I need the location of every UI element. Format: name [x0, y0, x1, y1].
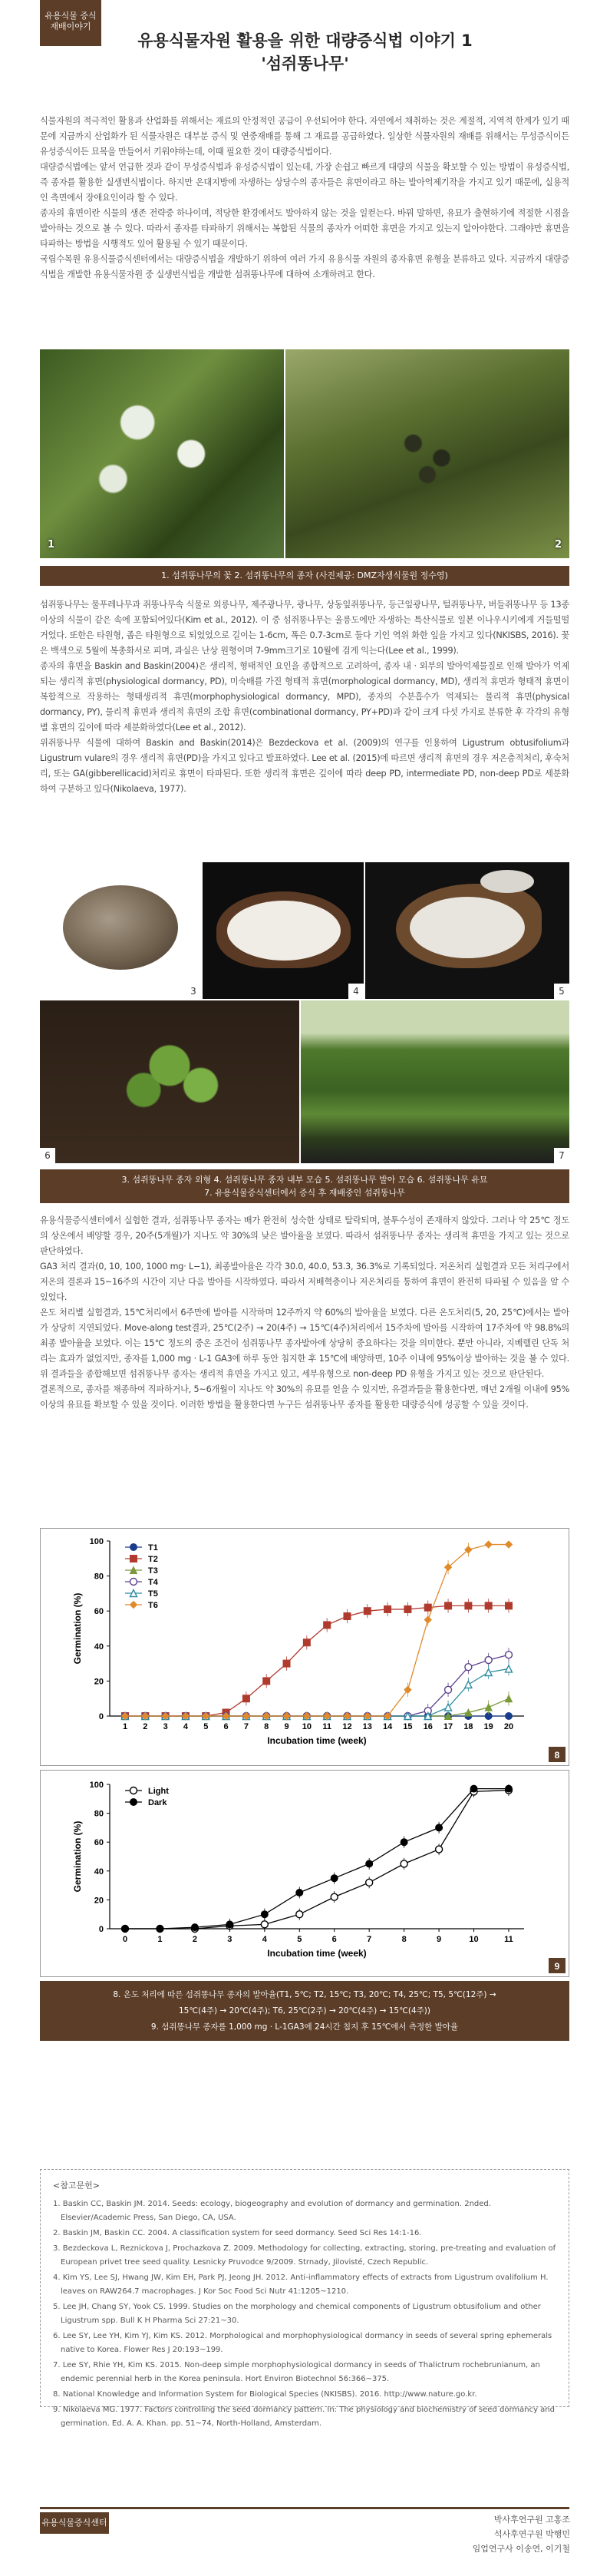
x-tick-label: 9: [437, 1935, 442, 1944]
privet-seed-photo: [285, 349, 569, 558]
series-line: [125, 1655, 509, 1716]
photo-number: 7: [554, 1148, 569, 1163]
reference-item: 7. Lee SY, Rhie YH, Kim KS. 2015. Non-deep simple morphophysiological dormancy in seeds of Thalictrum rochebrunianum, an endemic perennial herb in the Korea peninsula. Hort Environ Biotechnol 56:366~375.: [53, 2361, 540, 2383]
legend-marker: [130, 1544, 137, 1551]
legend-label: T4: [148, 1578, 158, 1587]
data-point: [506, 1695, 513, 1702]
x-tick-label: 7: [367, 1935, 372, 1944]
data-point: [506, 1713, 513, 1720]
section-tag-line2: 재배이야기: [50, 21, 91, 31]
seedling-photo: [40, 1000, 299, 1163]
x-tick-label: 12: [342, 1722, 352, 1731]
data-point: [445, 1686, 452, 1693]
seed-interior-photo: [203, 862, 364, 999]
body-paragraph: 섬쥐똥나무는 물푸레나무과 쥐똥나무속 식물로 외릉나무, 제주광나무, 광나무, 상동잎쥐똥나무, 등근잎광나무, 털쥐똥나무, 버들쥐똥나무 등 13종 이상의 식물이 같은 속에 포함되어있다(Kim et al., 2012). 이 중 섬쥐똥나무는 울릉도에만 자생하는 특산식물로 일본 이나우시키에게 거들떨떨거었다. 또한은 타원형, 좁은 타원형으로 되었었으로 길이는 1-6cm, 폭은 0.7-3cm로 둘다 기인 역위 화한 잎을 가지고 있다(NKISBS, 2016). 꽃은 백색으로 5월에 복총화서로 피며, 과실은 난상 원형이며 7-9mm크기로 10월에 검게 익는다(Lee et al., 1999).: [40, 600, 569, 656]
x-tick-label: 11: [504, 1935, 513, 1944]
data-point: [485, 1657, 492, 1664]
chart-8-container: [40, 1528, 569, 1766]
x-tick-label: 2: [192, 1935, 197, 1944]
x-tick-label: 3: [227, 1935, 232, 1944]
y-tick-label: 60: [94, 1838, 104, 1848]
data-point: [366, 1879, 373, 1886]
germination-temperature-chart: [41, 1529, 569, 1765]
y-tick-label: 80: [94, 1572, 104, 1582]
x-tick-label: 7: [243, 1722, 249, 1731]
data-point: [506, 1541, 513, 1548]
data-point: [344, 1613, 351, 1620]
y-axis-label: Germination (%): [72, 1820, 83, 1893]
y-tick-label: 40: [94, 1642, 104, 1652]
reference-item: 6. Lee SY, Lee YH, Kim YJ, Kim KS. 2012. Morphological and morphophysiological dormancy in seeds of several spring ephemerals native to Korea. Flower Res J 20:193~199.: [53, 2332, 552, 2354]
body-paragraph: 온도 처리별 실험결과, 15℃처리에서 6주만에 발아를 시작하며 12주까지 약 60%의 발아율을 보였다. 다른 온도처리(5, 20, 25℃)에서는 발아가 상당히 지연되었다. Move-along test결과, 25℃(2주) → 20(4주) → 15℃(4주)처리에서 15주차에 발아를 시작하여 17주차에 약 98.8%의 최종 발아율을 보였다. 이는 15℃ 정도의 중온 조건이 섬쥐똥나무 종자발아에 상당히 중요하다는 것을 의미한다. 뿐만 아니라, 지베렐린 단독 처리는 효과가 없었지만, 종자를 1,000 mg · L-1 GA3에 하루 동안 침지한 후 15℃에 배양하면, 10주 이내에 95%이상 발아하는 것을 볼 수 있다. 위 결과들을 종합해보면 섬쥐똥나무 종자는 생리적 휴면을 가지고 있고, 세부유형으로 non-deep PD 유형을 가지고 있는 것으로 판단된다.: [40, 1308, 569, 1379]
page-title: [0, 29, 610, 75]
legend-marker: [130, 1602, 137, 1609]
chart-caption: [40, 1981, 569, 2041]
legend-label: T1: [148, 1543, 158, 1553]
data-point: [436, 1846, 443, 1853]
y-tick-label: 100: [89, 1537, 104, 1546]
data-point: [261, 1911, 268, 1918]
x-axis-label: Incubation time (week): [267, 1735, 367, 1746]
y-tick-label: 80: [94, 1809, 104, 1819]
y-tick-label: 60: [94, 1607, 104, 1617]
author-line: 석사후연구원 박행민: [493, 2529, 570, 2539]
y-tick-label: 40: [94, 1867, 104, 1877]
data-point: [470, 1785, 477, 1792]
x-tick-label: 3: [163, 1722, 168, 1731]
chart-9-container: [40, 1770, 569, 1977]
x-tick-label: 17: [443, 1722, 453, 1731]
chart-caption-line1: 8. 온도 처리에 따른 섬쥐똥나무 종자의 발아율(T1, 5℃; T2, 15℃; T3, 20℃; T4, 25℃; T5, 5℃(12주) →: [113, 1990, 496, 1999]
photo-number: 5: [554, 984, 569, 999]
y-tick-label: 0: [98, 1712, 104, 1721]
data-point: [331, 1875, 338, 1882]
section-tag-line1: 유용식물 증식: [45, 11, 97, 21]
x-tick-label: 6: [223, 1722, 229, 1731]
figure2-caption: [40, 1169, 569, 1203]
x-tick-label: 5: [203, 1722, 209, 1731]
data-point: [261, 1921, 268, 1928]
x-tick-label: 16: [423, 1722, 433, 1731]
author-line: 임업연구사 이송연, 이기철: [472, 2544, 570, 2554]
body-paragraph: 결론적으로, 종자를 채종하여 직파하거나, 5~6개월이 지나도 약 30%의 유묘를 얻을 수 있지만, 유결과들을 활용한다면, 매년 2개월 이내에 95% 이상의 유묘를 확보할 수 있을 것이다. 이러한 방법을 활용한다면 누구든 섬쥐똥나무 종자를 활용한 대량증식에 성공할 수 있을 것이다.: [40, 1384, 569, 1410]
x-tick-label: 5: [297, 1935, 302, 1944]
seed-germination-photo: [365, 862, 569, 999]
references-box: [40, 2169, 569, 2428]
reference-item: 5. Lee JH, Chang SY, Yook CS. 1999. Studies on the morphology and chemical components of Ligustrum obtusifolium and other Ligustrum spp. Bull K H Pharma Sci 27:21~30.: [53, 2303, 541, 2325]
reference-item: 4. Kim YS, Lee SJ, Hwang JW, Kim EH, Park PJ, Jeong JH. 2012. Anti-inflammatory effects of extracts from Ligustrum ovalifolium H. leaves on RAW264.7 macrophages. J Kor Soc Food Sci Nutr 41:1205~1210.: [53, 2273, 549, 2296]
data-point: [424, 1616, 431, 1623]
data-point: [445, 1602, 452, 1609]
photo-number: 4: [348, 984, 364, 999]
data-point: [404, 1605, 411, 1612]
x-tick-label: 4: [262, 1935, 267, 1944]
data-point: [191, 1924, 198, 1931]
x-tick-label: 8: [264, 1722, 269, 1731]
footer-organization: 유용식물증식센터: [40, 2512, 109, 2534]
data-point: [303, 1639, 310, 1646]
legend-label: Light: [148, 1787, 169, 1796]
data-point: [424, 1604, 431, 1611]
series-line: [125, 1791, 509, 1929]
x-tick-label: 19: [483, 1722, 493, 1731]
x-tick-label: 10: [469, 1935, 479, 1944]
data-point: [485, 1541, 492, 1548]
photo-number: 6: [40, 1148, 55, 1163]
data-point: [226, 1921, 233, 1928]
x-axis-label: Incubation time (week): [267, 1948, 367, 1959]
footer-divider: [40, 2507, 569, 2509]
data-point: [485, 1704, 492, 1711]
data-point: [263, 1678, 270, 1685]
references-heading: <참고문헌>: [53, 2181, 100, 2191]
photo-number: 2: [554, 539, 562, 551]
data-point: [436, 1824, 443, 1831]
body-paragraph: GA3 처리 결과(0, 10, 100, 1000 mg· L−1), 최종발아율은 각각 30.0, 40.0, 53.3, 36.3%로 기록되었다. 저온처리 실험결과 모든 처리구에서 저온의 결론과 15~16주의 시간이 지난 다음 발아를 시작하였다. 따라서 저배혁층이나 저온처리를 통하여 휴면이 완전히 타파될 수 있음을 알 수 있었다.: [40, 1262, 569, 1302]
data-point: [122, 1926, 129, 1933]
chart-caption-line3: 9. 섬쥐똥나무 종자를 1,000 mg · L-1GA3에 24시간 침지 후 15℃에서 측정한 발아율: [150, 2022, 459, 2032]
legend-label: T5: [148, 1589, 158, 1599]
photo-number: 1: [48, 539, 55, 551]
panel-number: 8: [554, 1750, 560, 1761]
legend-marker: [130, 1579, 137, 1586]
seed-exterior-photo: [40, 862, 201, 999]
x-tick-label: 6: [331, 1935, 337, 1944]
x-tick-label: 4: [183, 1722, 189, 1731]
y-tick-label: 20: [94, 1677, 104, 1687]
page-title-line2: '섬쥐똥나무': [261, 55, 349, 73]
legend-marker: [130, 1787, 137, 1794]
x-tick-label: 1: [122, 1722, 128, 1731]
data-point: [465, 1664, 472, 1671]
intro-paragraph: 국립수목원 유용식물증식센터에서는 대량증식법을 개발하기 위하여 여러 가지 유용식물 자원의 종자휴면 유형을 분류하고 있다. 지금까지 대량증식법을 개발한 유용식물자원 중 실생번식법을 개발한 섬쥐똥나무에 대하여 소개하려고 한다.: [40, 254, 569, 279]
legend-label: T3: [148, 1566, 158, 1576]
series-line: [125, 1789, 509, 1929]
x-tick-label: 2: [143, 1722, 148, 1731]
page-title-line1: 유용식물자원 활용을 위한 대량증식법 이야기 1: [137, 31, 473, 50]
data-point: [324, 1622, 331, 1629]
series-line: [125, 1605, 509, 1716]
figure1-caption: 1. 섬쥐똥나무의 꽃 2. 섬쥐똥나무의 종자 (사진제공: DMZ자생식물원 정수영): [40, 566, 569, 586]
x-tick-label: 1: [157, 1935, 163, 1944]
data-point: [296, 1890, 303, 1896]
data-point: [283, 1660, 290, 1667]
x-tick-label: 0: [122, 1935, 128, 1944]
reference-item: 1. Baskin CC, Baskin JM. 2014. Seeds: ecology, biogeography and evolution of dormancy and germination. 2nded. Elsevier/Academic Press, San Diego, CA, USA.: [53, 2200, 491, 2222]
x-tick-label: 11: [322, 1722, 331, 1731]
germination-ga3-chart: [41, 1771, 569, 1976]
x-tick-label: 10: [302, 1722, 312, 1731]
intro-text: [40, 114, 569, 283]
panel-number: 9: [554, 1961, 560, 1972]
data-point: [506, 1652, 513, 1658]
body-text-2: [40, 1213, 569, 1413]
body-paragraph: 종자의 휴면을 Baskin and Baskin(2004)은 생리적, 형태적인 요인을 종합적으로 고려하여, 종자 내 · 외부의 발아억제물질로 인해 발아가 억제되는 생리적 휴면(physiological dormancy, PD), 미숙배를 가진 형태적 휴면(morphological dormancy, MD), 생리적 휴면과 형태적 휴면이 복합적으로 작용하는 형태생리적 휴면(morphophysiological dormancy, MPD), 종자의 수분흡수가 억제되는 물리적 휴면(physical dormancy, PY), 물리적 휴면과 생리적 휴면의 조합 휴면(combinational dormancy, PY+PD)과 같이 크게 다섯 가지로 분류한 후 각각의 유형별 휴면의 깊이에 따라 세분화하였다(Lee et al., 2012).: [40, 661, 569, 732]
x-tick-label: 18: [463, 1722, 473, 1731]
data-point: [401, 1839, 407, 1846]
legend-marker: [130, 1799, 137, 1806]
legend-label: T2: [148, 1555, 158, 1564]
x-tick-label: 15: [403, 1722, 413, 1731]
figure2-caption-line2: 7. 유용식물증식센터에서 증식 후 재배중인 섬쥐똥나무: [204, 1188, 405, 1198]
data-point: [364, 1608, 371, 1615]
x-tick-label: 8: [401, 1935, 407, 1944]
legend-marker: [130, 1556, 137, 1562]
body-text-1: [40, 597, 569, 797]
x-tick-label: 14: [382, 1722, 393, 1731]
x-tick-label: 9: [284, 1722, 289, 1731]
data-point: [506, 1785, 513, 1792]
intro-paragraph: 식물자원의 적극적인 활용과 산업화를 위해서는 재료의 안정적인 공급이 우선되어야 한다. 자연에서 채취하는 것은 계절적, 지역적 한계가 있기 때문에 지금까지 산업화가 된 식물자원은 대부분 증식 및 연중재배를 통해 그 재료를 공급하였다. 일상한 식물자원의 재배를 위해서는 무성증식이든 유성증식이든 묘목을 만들어서 키워야하는데, 이때 필요한 것이 대량증식법이다.: [40, 116, 569, 157]
data-point: [401, 1860, 407, 1867]
data-point: [296, 1911, 303, 1918]
data-point: [157, 1926, 163, 1933]
chart-caption-line2: 15℃(4주) → 20℃(4주); T6, 25℃(2주) → 20℃(4주) → 15℃(4주)): [178, 2006, 430, 2015]
y-tick-label: 20: [94, 1896, 104, 1906]
photo-number: 3: [186, 984, 201, 999]
y-axis-label: Germination (%): [72, 1592, 83, 1665]
reference-item: 2. Baskin JM, Baskin CC. 2004. A classification system for seed dormancy. Seed Sci Res 14:1-16.: [53, 2229, 422, 2237]
data-point: [465, 1602, 472, 1609]
body-paragraph: 위쥐똥나무 식물에 대하여 Baskin and Baskin(2014)은 Bezdeckova et al. (2009)의 연구를 인용하여 Ligustrum obtusifolium과 Ligustrum vulare의 경우 생리적 휴면(PD)을 가지고 있다고 발표하였다. Lee et al. (2015)에 따르면 생리적 휴면의 경우 저온층적처리, 후숙처리, 또는 GA(gibberellicacid)처리로 휴면이 타파된다. 또한 생리적 휴면은 깊이에 따라 deep PD, intermediate PD, non-deep PD로 세분화 하여 구분하고 있다(Nikolaeva, 1977).: [40, 738, 569, 794]
data-point: [384, 1605, 391, 1612]
data-point: [331, 1893, 338, 1900]
reference-item: 3. Bezdeckova L, Reznickova J, Prochazkova Z. 2009. Methodology for collecting, extracting, storing, pre-treating and evaluation of European privet tree seed quality. Lesnicky Pruvodce 9/2009. Strnady, Jilovisté, Czech Republic.: [53, 2244, 556, 2267]
author-line: 박사후연구원 고홍조: [493, 2515, 570, 2525]
intro-paragraph: 종자의 휴면이란 식물의 생존 전략중 하나이며, 적당한 환경에서도 발아하지 않는 것을 일컫는다. 바꿔 말하면, 유묘가 출현하기에 적절한 시점을 발아하는 것으로 볼 수 있다. 따라서 종자를 타파하기 위해서는 복합된 식물의 종자가 어떠한 휴면을 가지고 있는지 알아야한다. 그래야만 휴면을 타파하는 방법을 시행적도 있어 활용될 수 있기 때문이다.: [40, 208, 569, 249]
data-point: [485, 1602, 492, 1609]
intro-paragraph: 대량증식법에는 앞서 언급한 것과 같이 무성증식법과 유성증식법이 있는데, 가장 손쉽고 빠르게 대량의 식물을 확보할 수 있는 방법이 유성증식법, 즉 종자를 활용한 실생번식법이다. 하지만 온대지방에 자생하는 상당수의 종자들은 휴면이라고 하는 발아억제기작을 가지고 있기 때문에, 실용적인 측면에서 장애요인이라 할 수 있다.: [40, 162, 569, 203]
body-paragraph: 유용식물증식센터에서 실험한 결과, 섬쥐똥나무 종자는 배가 완전히 성숙한 상태로 탈락되며, 불투수성이 존재하지 않았다. 그러나 약 25℃ 정도의 상온에서 배양할 경우, 20주(5개월)가 지나도 약 30%의 낮은 발아율을 보였다. 따라서 섬쥐똥나무 종자는 생리적 휴면을 가지고 있는 것으로 판단하였다.: [40, 1215, 569, 1256]
y-tick-label: 100: [89, 1781, 104, 1790]
figure2-caption-line1: 3. 섬쥐똥나무 종자 외형 4. 섬쥐똥나무 종자 내부 모습 5. 섬쥐똥나무 발아 모습 6. 섬쥐똥나무 유묘: [121, 1175, 488, 1185]
x-tick-label: 13: [362, 1722, 372, 1731]
x-tick-label: 20: [503, 1722, 514, 1731]
reference-item: 9. Nikolaeva MG. 1977. Factors controlling the seed dormancy pattern. In: The physiology and biochemistry of seed dormancy and germination. Ed. A. A. Khan. pp. 51~74, North-Holland, Amsterdam.: [53, 2406, 555, 2428]
data-point: [366, 1860, 373, 1867]
data-point: [242, 1695, 249, 1702]
data-point: [506, 1602, 513, 1609]
footer-authors: [473, 2512, 570, 2556]
privet-flower-photo: [40, 349, 284, 558]
nursery-cultivation-photo: [301, 1000, 569, 1163]
legend-label: Dark: [148, 1798, 167, 1807]
y-tick-label: 0: [98, 1925, 104, 1934]
reference-item: 8. National Knowledge and Information System for Biological Species (NKISBS). 2016. http://www.nature.go.kr.: [53, 2390, 477, 2399]
legend-label: T6: [148, 1601, 158, 1610]
data-point: [465, 1681, 472, 1688]
